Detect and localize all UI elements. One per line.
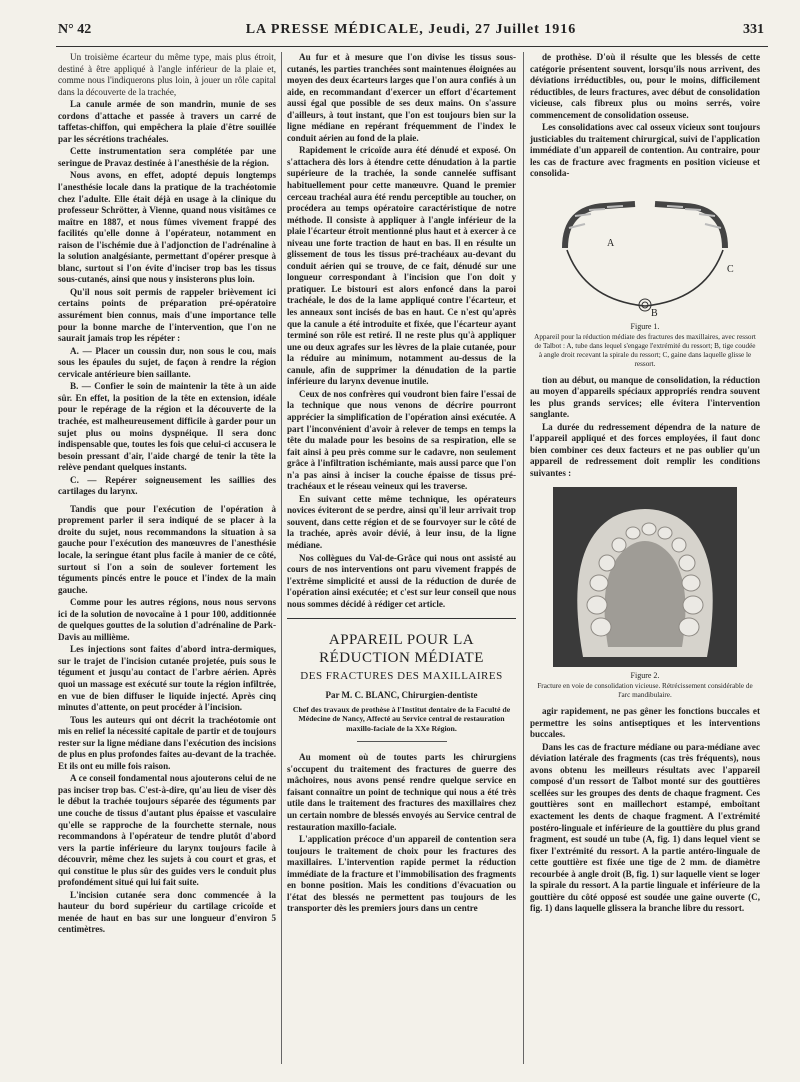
article-affiliation: Chef des travaux de prothèse à l'Institut dentaire de la Faculté de Médecine de Nancy, Affecté au Service central de restauration maxillo-faciale de la XXe Région. (292, 704, 511, 733)
paragraph: Au fur et à mesure que l'on divise les tissus sous-cutanés, les parties tranchées sont maintenues éloignées au moyen des deux écarteurs larges que l'on aura confiés à un aide, en recommandant d'exercer un effort d'écartement aussi égal que possible de ses deux mains. On s'assure d'ailleurs, à tout instant, que l'on est toujours bien sur la ligne médiane en repérant fréquemment de l'index le conduit aérien au fond de la plaie. (287, 52, 516, 143)
paragraph: C. — Repérer soigneusement les saillies des cartilages du larynx. (58, 474, 276, 497)
paragraph: Tandis que pour l'exécution de l'opération à proprement parler il sera indiqué de se placer à la droite du sujet, nous recommandons la situation à sa gauche pour l'exécution des manœuvres de l'anesthésie locale, la seringue étant plus facile à manier de ce côté, surtout si l'on a soin de soulever fortement les téguments pincés entre le pouce et l'index de la main gauche. (58, 503, 276, 595)
paragraph: L'incision cutanée sera donc commencée à la hauteur du bord supérieur du cartilage cricoïde et menée de haut en bas sur une longueur d'environ 5 centimètres. (58, 889, 276, 935)
article-title: APPAREIL POUR LA RÉDUCTION MÉDIATE (319, 632, 484, 667)
article-subtitle: DES FRACTURES DES MAXILLAIRES (300, 670, 503, 683)
article (287, 618, 516, 915)
page-header (58, 16, 764, 44)
figure-label-b: B (651, 308, 658, 319)
paragraph: Nos collègues du Val-de-Grâce qui nous ont assisté au cours de nos interventions ont paru vivement frappés de l'extrême simplicité et aussi de la réduction de durée de l'opération ainsi exécutée; et c'est sur leur conseil que nous nous sommes décidé à rédiger cet article. (287, 552, 516, 609)
figure-label-c: C (727, 264, 734, 276)
column-2 (287, 52, 516, 916)
paragraph: Les consolidations avec cal osseux vicieux sont toujours justiciables du traitement chirurgical, suivi de l'application immédiate d'un appareil de contention. Au contraire, pour les cas de fracture avec fragments en position vicieuse et consolida- (530, 122, 760, 179)
paragraph: La durée du redressement dépendra de la nature de l'appareil appliqué et des forces employées, il faut donc bien combiner ces deux facteurs et ne pas oublier qu'un appareil de redressement doit remplir les conditions suivantes : (530, 421, 760, 478)
column-3 (530, 52, 760, 916)
paragraph: Un troisième écarteur du même type, mais plus étroit, destiné à être appliqué à l'angle inférieur de la plaie et, comme nous l'indiquerons plus loin, à jouer un rôle capital dans la découverte de la trachée, (58, 52, 276, 97)
paragraph: Cette instrumentation sera complétée par une seringue de Pravaz destinée à l'anesthésie de la région. (58, 146, 276, 168)
figure-1-title: Figure 1. (630, 322, 660, 332)
figure-1-caption: Appareil pour la réduction médiate des fractures des maxillaires, avec ressort de Talbot : A, tube dans lequel s'engage l'extrémité du ressort; B, tige coudée à angle droit recevant la spirale du ressort; C, gaine dans laquelle glisse le ressort. (534, 332, 756, 368)
article-separator (357, 741, 447, 742)
paragraph: A. — Placer un coussin dur, non sous le cou, mais sous les épaules du sujet, de façon à rendre la région cervicale antérieure bien saillante. (58, 345, 276, 379)
paragraph: Les injections sont faites d'abord intra-dermiques, sur le trajet de l'incision cutanée projetée, puis sous le tégument et jusqu'au contact de l'arbre aérien. Après quoi un massage est exécuté sur toute la région infiltrée, en vue de bien diffuser le liquide injecté. Après cinq minutes d'attente, on peut procéder à l'incision. (58, 644, 276, 713)
paragraph: Rapidement le cricoïde aura été dénudé et exposé. On s'attachera dès lors à étendre cette dénudation à la partie supérieure de la trachée, la sonde cannelée suffisant habituellement pour cette manœuvre. Quand le premier cerceau trachéal aura été rendu perceptible au toucher, on procédera au temps opératoire caractéristique de notre méthode. Il consiste à appliquer à l'angle inférieur de la plaie l'écarteur étroit mentionné plus haut et à exercer à ce niveau une forte traction de haut en bas. Il en résulte un glissement de tous les tissus pré-trachéaux au-devant du conduit aérien qui se trouve, de ce fait, dénudé sur une longueur correspondant à l'incision que l'on doit y pratiquer. Le bistouri est alors enfoncé dans la paroi trachéale, le dos de la lame appliqué contre l'écarteur, et les anneaux sont incisés de bas en haut. Ce n'est qu'après que la canule a été introduite et fixée, que l'écarteur ayant terminé son rôle est retiré. Il ne reste plus qu'à appliquer une ou deux agrafes sur les lèvres de la plaie cutanée, pour la réduire au minimum, notamment au-dessus de la canule, afin de supprimer la dénudation de la partie inférieure du larynx devenue inutile. (287, 145, 516, 387)
paragraph: Comme pour les autres régions, nous nous servons ici de la solution de novocaïne à 1 pour 100, additionnée de quelques gouttes de la solution d'adrénaline de Park-Davis au millième. (58, 597, 276, 642)
paragraph: En suivant cette même technique, les opérateurs novices éviteront de se perdre, ainsi qu'il leur arrivait trop souvent, dans cette région et de se fourvoyer sur le côté de la trachée, après avoir dévié, à leur insu, de la ligne médiane. (287, 493, 516, 550)
figure-2-caption: Fracture en voie de consolidation vicieuse. Rétrécissement considérable de l'arc mandibulaire. (537, 682, 753, 700)
paragraph: A ce conseil fondamental nous ajouterons celui de ne pas inciser trop bas. C'est-à-dire, qu'au lieu de viser dès le début la trachée toujours séparée des téguments par une couche de tissus d'autant plus épaisse et vasculaire qu'elle se rapproche de la fourchette sternale, nous recommandons à l'opérateur de tendre plutôt d'abord vers la partie inférieure du larynx toujours facile à découvrir, même chez les sujets à cou court et gras, et qui constitue le plus sûr des guides vers le conduit plus profondément situé qui lui fait suite. (58, 773, 276, 888)
article-author: Par M. C. BLANC, Chirurgien-dentiste (325, 690, 478, 701)
figure-2-title: Figure 2. (630, 671, 660, 681)
column-divider-2 (523, 52, 524, 1064)
talbot-appliance-illustration (545, 188, 745, 318)
paragraph: Tous les auteurs qui ont décrit la trachéotomie ont mis en relief la nécessité capitale de partir et de toujours rester sur la ligne médiane dans l'exécution des incisions de plus en plus profondes faites au-devant de la trachée. Et ils ont eu mille fois raison. (58, 714, 276, 771)
masthead: LA PRESSE MÉDICALE, Jeudi, 27 Juillet 1916 (245, 22, 577, 37)
paragraph: Nous avons, en effet, adopté depuis longtemps l'anesthésie locale dans la pratique de la trachéotomie chez l'adulte. Elle était déjà en usage à la clinique du professeur Schrötter, à Vienne, quand nous visitâmes ce maître en 1887, et nous fûmes vivement frappé des facilités qu'elle donne à l'opérateur, notamment en raison de l'ischémie due à l'adjonction de l'adrénaline à la solution analgésiante, permettant d'opérer presque à blanc, surtout si l'on évite d'inciser trop bas les tissus sous-cutanés, ainsi que nous y insisterons plus loin. (58, 170, 276, 285)
column-1 (58, 52, 276, 937)
paragraph: B. — Confier le soin de maintenir la tête à un aide sûr. En effet, la position de la tête en extension, idéale pour le repérage de la région et la découverte de la trachée, est malheureusement difficile à garder pour un sujet plus ou moins dyspnéique. Il sera donc indispensable que, toutes les fois que celui-ci accusera le besoin pressant d'air, l'aide chargé de tenir la tête la relève pendant quelques instants. (58, 381, 276, 473)
page-number: 331 (743, 22, 764, 37)
figure-1 (530, 188, 760, 369)
paragraph: Ceux de nos confrères qui voudront bien faire l'essai de la technique que nous venons de décrire pourront apprécier la simplification de l'opération ainsi exécutée. A part l'inconvénient d'avoir à relever de temps en temps la tête du malade pour les besoins de sa respiration, elle se fait ainsi à peu près comme sur le cadavre, non seulement grâce à l'infiltration ischémiante, mais aussi parce que l'on n'a pas ainsi à inciser la couche épaisse de tissus pré-trachéaux et le réseau veineux qui les traverse. (287, 388, 516, 492)
issue-number: N° 42 (58, 22, 92, 37)
paragraph: agir rapidement, ne pas gêner les fonctions buccales et permettre les soins antiseptiques et les interventions buccales. (530, 706, 760, 740)
paragraph: Au moment où de toutes parts les chirurgiens s'occupent du traitement des fractures de guerre des mâchoires, nous avons pensé rendre quelque service en faisant connaître un point de technique qui nous a été très utile dans le traitement des fractures des maxillaires chez un certain nombre de blessés envoyés au Service central de restauration maxillo-faciale. (287, 752, 516, 832)
figure-2 (530, 487, 760, 700)
paragraph: L'application précoce d'un appareil de contention sera toujours le traitement de choix pour les fractures des maxillaires. L'intervention rapide permet la réduction immédiate de la fracture et l'immobilisation des fragments en bonne position. Mais les conditions d'évacuation ou l'état des blessés ne permettent pas toujours de les transporter dès les premiers jours dans un centre (287, 834, 516, 914)
paragraph: La canule armée de son mandrin, munie de ses cordons d'attache et passée à travers un carré de taffetas-chiffon, qui empêchera la plaie d'être souillée par les sécrétions trachéales. (58, 99, 276, 144)
figure-label-a: A (607, 238, 615, 250)
paragraph: Qu'il nous soit permis de rappeler brièvement ici certains points de préparation pré-opératoire assurément bien connus, mais d'une importance telle pour la bonne marche de l'intervention, que l'on ne saurait jamais trop les répéter : (58, 286, 276, 344)
header-rule (56, 46, 768, 47)
paragraph: de prothèse. D'où il résulte que les blessés de cette catégorie présentent souvent, lorsqu'ils nous arrivent, des déviations irréductibles, ou, pour le moins, difficilement réductibles, de leurs fractures, avec début de consolidation vicieuse, cals fibreux plus ou moins serrés, voire commencement de consolidation osseuse. (530, 52, 760, 120)
paragraph: tion au début, ou manque de consolidation, la réduction au moyen d'appareils spéciaux appropriés rendra souvent les plus grands services; elle évitera l'intervention sanglante. (530, 374, 760, 420)
paragraph: Dans les cas de fracture médiane ou para-médiane avec déviation latérale des fragments (cas très fréquents), nous avons obtenu les meilleurs résultats avec l'appareil composé d'un ressort de Talbot monté sur des gouttières scellées sur les groupes des dents de chaque fragment. Ces gouttières sont en maillechort estampé, emboîtant exactement les dents de chaque fragment. A l'extrémité postéro-linguale et inférieure de la gouttière du plus grand fragment, est soudé un tube (A, fig. 1) dans lequel vient se fixer l'extrémité du ressort. A la partie antéro-linguale de cette gouttière est fixée une tige de 2 mm. de diamètre recourbée à angle droit (B, fig. 1) sur laquelle vient se loger la spirale du ressort. A la partie linguale et inférieure de la gouttière du côté opposé est soudée une gaine ouverte (C, fig. 1) dans laquelle glissera la branche libre du ressort. (530, 741, 760, 914)
mandible-cast-photo (553, 487, 737, 667)
column-divider-1 (281, 52, 282, 1064)
